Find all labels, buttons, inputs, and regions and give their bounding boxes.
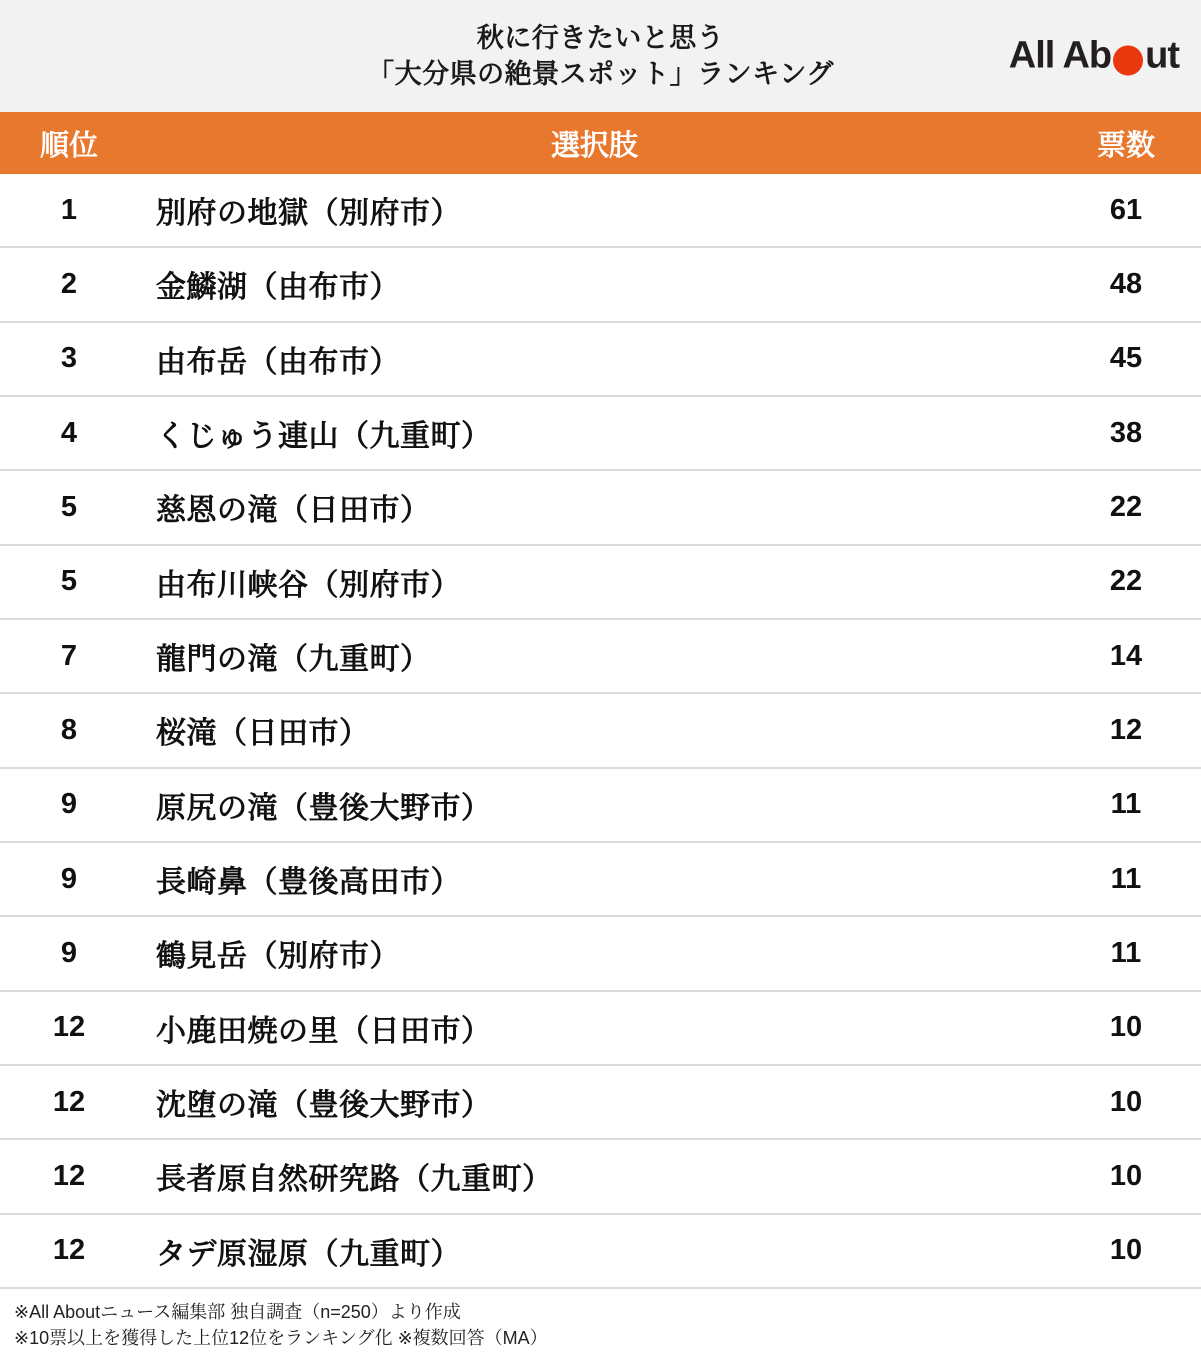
footer-notes	[0, 1289, 1201, 1363]
table-row	[0, 471, 1201, 545]
cell-choice: 長者原自然研究路（九重町）	[156, 1163, 553, 1197]
cell-rank: 8	[60, 713, 78, 746]
column-header-votes: 票数	[1096, 129, 1155, 162]
logo-text-pre: All Ab	[1008, 34, 1112, 77]
logo-text-post: ut	[1145, 34, 1179, 77]
table-row	[0, 1066, 1201, 1140]
table-header-row	[0, 112, 1201, 174]
cell-votes: 11	[1110, 862, 1142, 895]
cell-votes: 38	[1109, 416, 1143, 449]
column-header-rank: 順位	[39, 129, 98, 162]
page-header	[0, 0, 1201, 112]
cell-rank: 5	[60, 565, 78, 598]
cell-votes: 11	[1110, 788, 1142, 821]
table-row	[0, 694, 1201, 768]
cell-votes: 10	[1109, 1085, 1143, 1118]
table-row	[0, 1140, 1201, 1214]
table-body	[0, 174, 1201, 1289]
cell-votes: 14	[1109, 639, 1143, 672]
cell-rank: 4	[60, 416, 78, 449]
table-row	[0, 248, 1201, 322]
table-row	[0, 992, 1201, 1066]
cell-votes: 48	[1109, 267, 1143, 300]
cell-rank: 12	[52, 1085, 86, 1118]
cell-rank: 9	[60, 936, 78, 969]
cell-rank: 5	[60, 490, 78, 523]
table-row	[0, 397, 1201, 471]
cell-votes: 12	[1109, 713, 1143, 746]
cell-choice: 別府の地獄（別府市）	[156, 197, 461, 231]
cell-rank: 2	[60, 267, 78, 300]
cell-rank: 3	[60, 342, 78, 375]
cell-choice: 由布岳（由布市）	[156, 345, 400, 379]
allabout-logo	[1009, 35, 1179, 78]
cell-choice: タデ原湿原（九重町）	[156, 1237, 461, 1271]
footer-note-1: ※All Aboutニュース編集部 独自調査（n=250）より作成	[14, 1301, 461, 1322]
cell-choice: 小鹿田焼の里（日田市）	[156, 1014, 492, 1048]
cell-rank: 12	[52, 1159, 86, 1192]
page-title-line2: 「大分県の絶景スポット」ランキング	[367, 59, 834, 89]
ranking-table	[0, 112, 1201, 1289]
cell-votes: 61	[1109, 193, 1143, 226]
cell-votes: 22	[1109, 565, 1143, 598]
cell-votes: 11	[1110, 936, 1142, 969]
cell-rank: 9	[60, 862, 78, 895]
logo-circle-icon	[1113, 45, 1143, 75]
cell-rank: 1	[60, 193, 78, 226]
cell-rank: 12	[52, 1011, 86, 1044]
cell-rank: 7	[60, 639, 78, 672]
cell-choice: 原尻の滝（豊後大野市）	[156, 791, 492, 825]
cell-choice: くじゅう連山（九重町）	[156, 420, 492, 454]
table-row	[0, 323, 1201, 397]
cell-votes: 10	[1109, 1159, 1143, 1192]
cell-rank: 9	[60, 788, 78, 821]
table-row	[0, 546, 1201, 620]
table-row	[0, 917, 1201, 991]
cell-votes: 10	[1109, 1011, 1143, 1044]
table-row	[0, 620, 1201, 694]
cell-votes: 10	[1109, 1234, 1143, 1267]
cell-votes: 45	[1109, 342, 1143, 375]
footer-note-2: ※10票以上を獲得した上位12位をランキング化 ※複数回答（MA）	[14, 1327, 548, 1348]
cell-choice: 長崎鼻（豊後高田市）	[156, 866, 461, 900]
cell-choice: 由布川峡谷（別府市）	[156, 568, 461, 602]
cell-choice: 慈恩の滝（日田市）	[156, 494, 431, 528]
cell-choice: 鶴見岳（別府市）	[156, 940, 400, 974]
cell-choice: 沈堕の滝（豊後大野市）	[156, 1089, 492, 1123]
table-row	[0, 769, 1201, 843]
table-row	[0, 174, 1201, 248]
table-row	[0, 1215, 1201, 1289]
table-row	[0, 843, 1201, 917]
cell-choice: 龍門の滝（九重町）	[156, 643, 431, 677]
cell-votes: 22	[1109, 490, 1143, 523]
column-header-choice: 選択肢	[550, 129, 638, 162]
page-title	[367, 20, 834, 93]
cell-choice: 金鱗湖（由布市）	[156, 271, 400, 305]
cell-choice: 桜滝（日田市）	[156, 717, 370, 751]
cell-rank: 12	[52, 1234, 86, 1267]
page-title-line1: 秋に行きたいと思う	[476, 22, 725, 53]
